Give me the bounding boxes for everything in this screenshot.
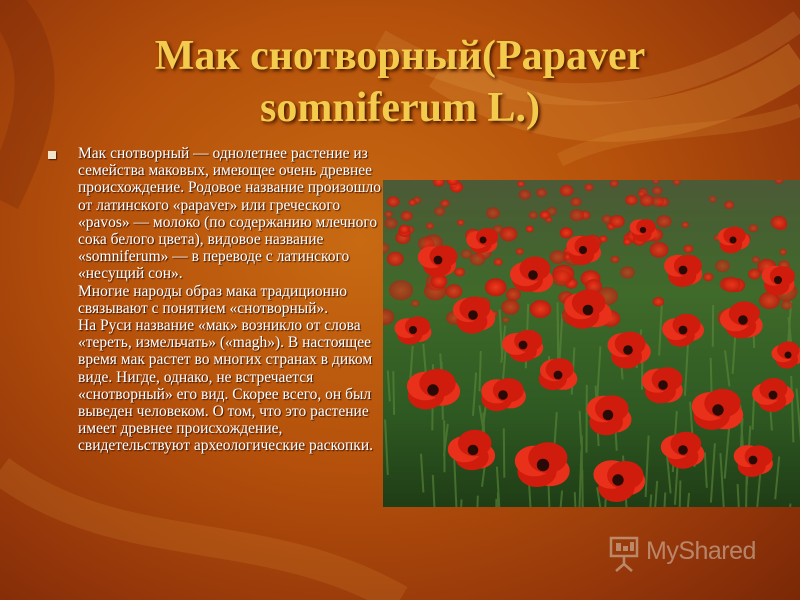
paragraph-1: Мак снотворный — однолетнее растение из семейства маковых, имеющее очень древнее происхождение. Родовое название произошло от латинского «papaver» или греческого «pavos» — молоко (по содержанию млечного сока белого цвета), видовое название «somniferum» — в переводе с латинского «несущий сон». (78, 145, 381, 283)
square-bullet-icon (48, 151, 56, 159)
watermark-text: MyShared (646, 537, 756, 565)
title-line-2: somniferum L.) (260, 85, 540, 131)
paragraph-3: На Руси название «мак» возникло от слова «тереть, измельчать» («magh»). В настоящее время мак растет во многих странах в диком виде. Нигде, однако, не встречается «снотворный» его вид. Скорее всего, он был выведен человеком. О том, что это растение имеет древнее происхождение, свидетельствуют археологические раскопки. (78, 317, 374, 455)
paragraph-2: Многие народы образ мака традиционно связывают с понятием «снотворный». (78, 282, 347, 317)
body-text (78, 145, 383, 455)
myshared-watermark (608, 534, 778, 574)
title-line-1: Мак снотворный(Papaver (154, 33, 646, 79)
slide-title (40, 30, 760, 134)
poppy-field-photo (383, 180, 800, 507)
presentation-board-icon (608, 534, 642, 572)
